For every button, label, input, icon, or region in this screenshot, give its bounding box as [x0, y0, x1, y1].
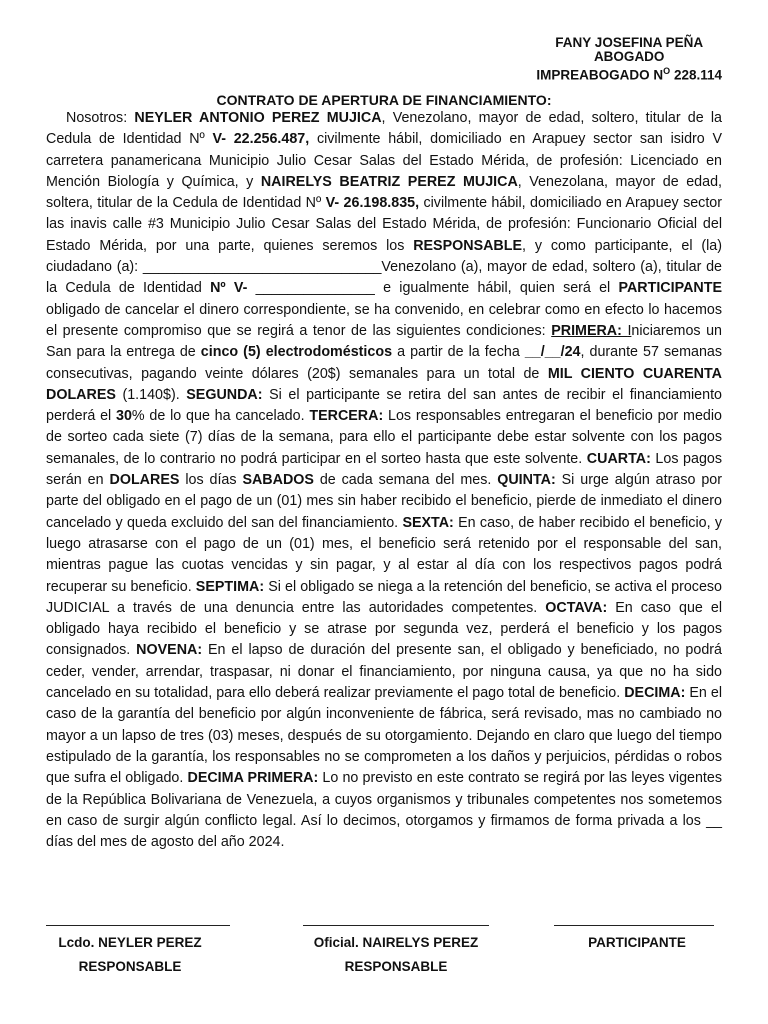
body-text: Si el participante se retira del san antes de recibir el financiamiento perderá el — [46, 386, 722, 425]
body-underline: I — [627, 322, 632, 339]
body-text: obligado de cancelar el dinero correspondiente, se ha convenido, en celebrar como en efecto lo hacemos el presente compromiso que se regirá a tenor de las siguientes condiciones: — [46, 301, 722, 339]
body-text: de cada semana del mes. — [313, 472, 498, 489]
lawyer-name: FANY JOSEFINA PEÑA — [555, 35, 704, 50]
contract-paragraph — [46, 108, 722, 853]
signature-line-3 — [554, 925, 714, 926]
clause-septima-label: SEPTIMA: — [195, 578, 265, 595]
impreabogado-number: 228.114 — [673, 67, 722, 83]
signature-line-1 — [46, 925, 230, 926]
signature-name-2: Oficial. NAIRELYS PEREZ — [313, 935, 479, 950]
signature-line-2 — [303, 925, 489, 926]
lawyer-header — [536, 36, 722, 83]
body-text: , durante 57 semanas consecutivas, pagando veinte dólares (20$) semanales para un total de — [46, 344, 722, 382]
contract-body — [46, 108, 722, 853]
body-text: Los pagos serán en — [46, 450, 722, 489]
clause-segunda-label: SEGUNDA: — [186, 386, 263, 403]
body-text: En el lapso de duración del presente san, el obligado y beneficiado, no podrá ceder, vender, arrendar, traspasar, ni donar el financiamiento, por ninguna causa, ya que no ha sido cancelado en su totalidad, para ello deberá realizar previamente el pago total de beneficio. — [46, 642, 723, 702]
clause-decima-primera-label: DECIMA PRIMERA: — [187, 770, 319, 787]
body-bold: PARTICIPANTE — [618, 280, 722, 297]
body-text: En caso, de haber recibido el beneficio, y luego atrasarse con el pago de un (01) mes, el beneficio será retenido por el responsable del san, mientras pague las cuotas vencidas y sin pagar, y al estar al día con los respectivos pagos podrá recuperar su beneficio. — [46, 514, 723, 595]
body-text: En caso que el obligado haya recibido el beneficio y se atrase por segunda vez, perderá el beneficio y los pagos consignados. — [46, 599, 722, 659]
signature-name-3: PARTICIPANTE — [588, 935, 686, 950]
body-text: Lo no previsto en este contrato se regirá por las leyes vigentes de la República Bolivariana de Venezuela, a cuyos organismos y tribunales competentes nos sometemos en caso de surgir algún conflicto legal. Así lo decimos, otorgamos y firmamos de forma privada a los __ días del mes de agosto del año 2024. — [46, 770, 722, 851]
body-text: , Venezolana, mayor de edad, soltera, titular de la Cedula de Identidad Nº — [46, 173, 722, 212]
signature-role-2: RESPONSABLE — [344, 959, 448, 974]
clause-novena-label: NOVENA: — [136, 642, 203, 659]
body-text: , Venezolano, mayor de edad, soltero, titular de la Cedula de Identidad Nº — [46, 110, 723, 148]
body-bold: MIL CIENTO CUARENTA DOLARES — [46, 365, 723, 403]
body-text: _______________ e igualmente hábil, quien será el — [247, 280, 619, 297]
body-bold: V- 22.256.487, — [212, 131, 310, 148]
impreabogado-sup: O — [663, 66, 671, 76]
body-text: niciaremos un San para la entrega de — [46, 322, 722, 361]
body-bold: Nº V- — [210, 280, 248, 297]
body-text: a partir de la fecha — [392, 344, 525, 361]
body-text: Si urge algún atraso por parte del obligado en el pago de un (01) mes sin haber recibido el beneficio, pierde de inmediato el dinero cancelado y queda excluido del san del financiamiento. — [46, 472, 722, 531]
body-bold: SABADOS — [242, 472, 314, 489]
body-bold: NAIRELYS BEATRIZ PEREZ MUJICA — [260, 173, 518, 190]
body-text: civilmente hábil, domiciliado en Arapuey sector san isidro V carretera panamericana Municipio Julio Cesar Salas del Estado Mérida, de profesión: Licenciado en Mención Biología y Química, y — [46, 131, 723, 190]
clause-decima-label: DECIMA: — [624, 685, 686, 702]
impreabogado-label: IMPREABOGADO N — [536, 67, 664, 83]
impreabogado-line — [536, 64, 722, 83]
clause-primera-label: PRIMERA: — [551, 322, 628, 339]
body-text: Los responsables entregaran el beneficio por medio de sorteo cada siete (7) días de la semana, para ello el participante debe estar solvente con los pagos semanales, de lo contrario no podrá participar en el sorteo hasta que este solvente. — [46, 408, 722, 467]
signature-name-1: Lcdo. NEYLER PEREZ — [58, 935, 202, 950]
body-text: los días — [179, 472, 243, 489]
clause-quinta-label: QUINTA: — [497, 472, 556, 489]
body-text: Nosotros: — [66, 110, 135, 126]
body-bold: 30 — [116, 408, 132, 425]
body-bold: NEYLER ANTONIO PEREZ MUJICA — [134, 110, 382, 126]
document-title: CONTRATO DE APERTURA DE FINANCIAMIENTO: — [216, 92, 552, 108]
date-blank: __/__/24 — [524, 344, 581, 361]
body-bold: V- 26.198.835, — [325, 195, 420, 212]
body-text: civilmente hábil, domiciliado en Arapuey sector las inavis calle #3 Municipio Julio Cesar Salas del Estado Mérida, de profesión: Funcionario Oficial del Estado Mérida, por una parte, quienes seremos los — [46, 195, 723, 254]
body-text: (1.140$). — [115, 386, 187, 403]
body-bold: DOLARES — [109, 472, 180, 489]
body-text: Si el obligado se niega a la retención del beneficio, se activa el proceso JUDICIAL a través de una denuncia entre las autoridades competentes. — [46, 578, 723, 616]
body-text: , y como participante, el (la) ciudadano (a): ______________________________Venezolano (a), mayor de edad, soltero (a), titular de la Cedula de Identidad — [46, 237, 722, 297]
clause-octava-label: OCTAVA: — [545, 599, 608, 616]
body-bold: cinco (5) electrodomésticos — [200, 344, 393, 361]
body-text: En el caso de la garantía del beneficio por algún inconveniente de fábrica, será revisado, mas no cambiado no mayor a un lapso de tres (03) meses, después de su otorgamiento. Dejando en claro que luego del tiempo estipulado de la garantía, los responsables no se comprometen a los daños y perjuicios, pérdidas o robos que sufra el obligado. — [46, 685, 722, 787]
body-bold: RESPONSABLE — [413, 237, 523, 254]
clause-cuarta-label: CUARTA: — [586, 450, 651, 467]
signature-role-1: RESPONSABLE — [78, 959, 182, 974]
clause-tercera-label: TERCERA: — [309, 408, 384, 425]
clause-sexta-label: SEXTA: — [402, 514, 454, 531]
body-text: % de lo que ha cancelado. — [131, 408, 310, 425]
lawyer-title: ABOGADO — [593, 49, 665, 64]
